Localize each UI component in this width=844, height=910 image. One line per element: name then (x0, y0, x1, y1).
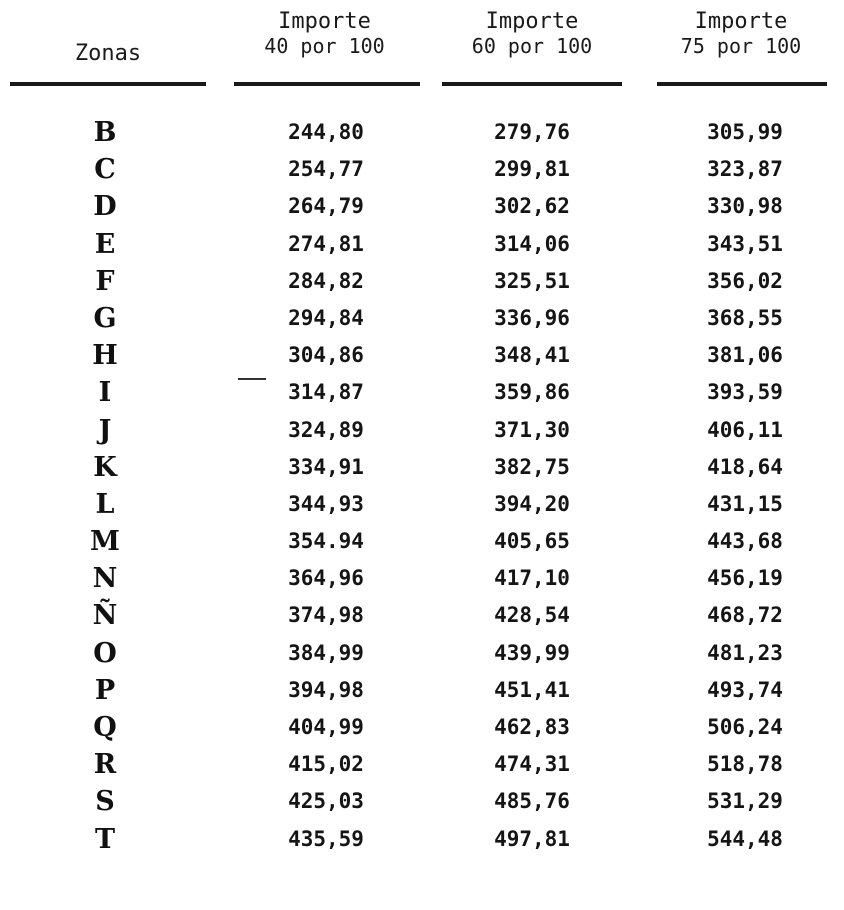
table-row (0, 151, 844, 188)
importe-75-cell: 468,72 (707, 603, 783, 628)
table-header (0, 8, 844, 88)
importe-75-cell: 506,24 (707, 715, 783, 739)
importe-40-cell: 384,99 (288, 640, 364, 665)
importe-60-cell: 417,10 (494, 566, 570, 591)
importe-75-cell: 493,74 (707, 677, 783, 702)
header-importe-40 (232, 10, 417, 58)
importe-75-cell: 518,78 (707, 752, 783, 777)
header-importe-60 (442, 10, 622, 58)
table-body (0, 114, 844, 858)
table-row (0, 746, 844, 783)
importe-40-cell: 364,96 (288, 566, 364, 591)
importe-60-cell: 371,30 (494, 417, 570, 442)
importe-60-cell: 314,06 (494, 231, 570, 256)
importe-40-cell: 334,91 (288, 454, 364, 479)
table-row (0, 263, 844, 300)
importe-60-cell: 474,31 (494, 752, 570, 777)
importe-40-cell: 354.94 (288, 529, 364, 554)
importe-60-cell: 279,76 (494, 120, 570, 144)
importe-75-cell: 305,99 (707, 120, 783, 144)
header-zonas (8, 42, 208, 66)
table-row (0, 188, 844, 225)
importe-60-cell: 325,51 (494, 268, 570, 293)
header-importe-40-line2: 40 por 100 (264, 34, 385, 58)
importe-75-cell: 330,98 (707, 194, 783, 219)
header-rule-60 (442, 82, 622, 86)
table-row (0, 709, 844, 746)
table-row (0, 821, 844, 858)
importe-60-cell: 394,20 (494, 491, 570, 516)
importe-75-cell: 544,48 (707, 826, 783, 851)
importe-60-cell: 382,75 (494, 454, 570, 479)
table-row (0, 337, 844, 374)
importe-60-cell: 405,65 (494, 529, 570, 554)
importe-75-cell: 323,87 (707, 157, 783, 182)
importe-40-cell: 324,89 (288, 417, 364, 442)
importe-40-cell: 425,03 (288, 789, 364, 814)
importe-75-cell: 406,11 (707, 417, 783, 442)
importe-40-cell: 254,77 (288, 157, 364, 182)
importe-60-cell: 485,76 (494, 789, 570, 814)
importe-60-cell: 439,99 (494, 640, 570, 665)
zona-cell: O (93, 637, 117, 669)
zona-cell: S (95, 786, 115, 818)
importe-60-cell: 462,83 (494, 715, 570, 739)
stray-mark (238, 378, 266, 380)
zona-cell: J (98, 414, 112, 446)
zona-cell: Q (93, 712, 117, 743)
importe-75-cell: 393,59 (707, 380, 783, 405)
zona-cell: L (95, 488, 115, 520)
zona-cell: B (93, 117, 117, 148)
importe-40-cell: 304,86 (288, 343, 364, 368)
importe-40-cell: 415,02 (288, 752, 364, 777)
table-row (0, 560, 844, 597)
zona-cell: E (94, 228, 116, 260)
header-importe-60-line1: Importe (485, 9, 579, 34)
importe-75-cell: 418,64 (707, 454, 783, 479)
importe-75-cell: 343,51 (707, 231, 783, 256)
importe-40-cell: 435,59 (288, 826, 364, 851)
header-importe-40-line1: Importe (278, 9, 371, 34)
table-row (0, 783, 844, 820)
zona-cell: N (92, 563, 118, 595)
header-rule-40 (234, 82, 420, 86)
importe-40-cell: 264,79 (288, 194, 364, 219)
importe-75-cell: 368,55 (707, 305, 783, 330)
importe-75-cell: 381,06 (707, 343, 783, 368)
importe-40-cell: 404,99 (288, 715, 364, 739)
table-row (0, 300, 844, 337)
zona-cell: M (90, 526, 120, 558)
importe-60-cell: 302,62 (494, 194, 570, 219)
importe-40-cell: 284,82 (288, 268, 364, 293)
table-row (0, 486, 844, 523)
importe-60-cell: 451,41 (494, 677, 570, 702)
importe-40-cell: 274,81 (288, 231, 364, 256)
importe-40-cell: 394,98 (288, 677, 364, 702)
importe-60-cell: 359,86 (494, 380, 570, 405)
importe-60-cell: 428,54 (494, 603, 570, 628)
zona-cell: C (94, 154, 116, 186)
zona-cell: R (93, 749, 117, 781)
table-row (0, 412, 844, 449)
zona-cell: H (92, 340, 118, 372)
importe-60-cell: 299,81 (494, 157, 570, 182)
zona-cell: P (94, 674, 116, 706)
zona-cell: G (93, 302, 117, 334)
zona-cell: I (98, 377, 112, 409)
table-row (0, 226, 844, 263)
table-row (0, 449, 844, 486)
importe-75-cell: 531,29 (707, 789, 783, 814)
zona-cell: T (94, 823, 116, 855)
header-importe-75-line1: Importe (694, 9, 788, 34)
table-row (0, 635, 844, 672)
importe-40-cell: 314,87 (288, 380, 364, 405)
header-importe-60-line2: 60 por 100 (471, 34, 593, 58)
header-importe-75-line2: 75 por 100 (680, 34, 802, 58)
header-rule-75 (657, 82, 827, 86)
table-row (0, 523, 844, 560)
header-importe-75 (656, 10, 826, 58)
table-row (0, 672, 844, 709)
importe-75-cell: 356,02 (707, 268, 783, 293)
zona-cell: D (93, 191, 117, 223)
importe-60-cell: 348,41 (494, 343, 570, 368)
importe-40-cell: 244,80 (288, 120, 364, 144)
zona-cell: K (93, 451, 117, 483)
header-rule-zonas (10, 82, 206, 86)
importe-60-cell: 336,96 (494, 305, 570, 330)
table-row (0, 114, 844, 151)
importe-75-cell: 431,15 (707, 491, 783, 516)
zona-cell: Ñ (92, 600, 118, 632)
importe-75-cell: 443,68 (707, 529, 783, 554)
importe-60-cell: 497,81 (494, 826, 570, 851)
importe-40-cell: 294,84 (288, 305, 364, 330)
importe-40-cell: 374,98 (288, 603, 364, 628)
header-zonas-label: Zonas (74, 41, 142, 66)
importe-75-cell: 456,19 (707, 566, 783, 591)
importe-75-cell: 481,23 (707, 640, 783, 665)
zona-cell: F (95, 265, 115, 297)
table-row (0, 597, 844, 634)
table-row (0, 374, 844, 411)
importe-40-cell: 344,93 (288, 491, 364, 516)
